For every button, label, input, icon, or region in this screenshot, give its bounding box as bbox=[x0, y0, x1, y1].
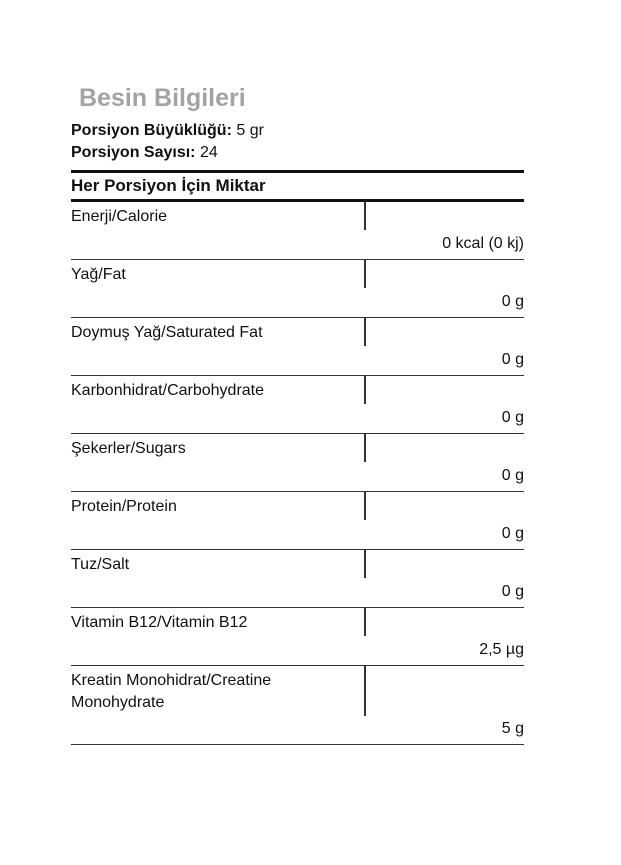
nutrient-row-fat bbox=[71, 260, 524, 318]
column-divider bbox=[364, 608, 366, 636]
nutrient-value: 2,5 µg bbox=[479, 641, 524, 658]
column-divider bbox=[364, 550, 366, 578]
nutrient-row-sugars bbox=[71, 434, 524, 492]
page-title: Besin Bilgileri bbox=[79, 84, 246, 112]
nutrient-name: Kreatin Monohidrat/Creatine Monohydrate bbox=[71, 672, 272, 711]
nutrient-table bbox=[71, 202, 524, 745]
nutrient-row-energy bbox=[71, 202, 524, 260]
serving-size-line bbox=[71, 120, 524, 142]
nutrient-row-carbohydrate bbox=[71, 376, 524, 434]
nutrient-name: Enerji/Calorie bbox=[71, 208, 168, 225]
column-divider bbox=[364, 318, 366, 346]
column-divider bbox=[364, 376, 366, 404]
nutrient-value: 0 g bbox=[501, 467, 524, 484]
serving-size-value: 5 gr bbox=[236, 122, 264, 139]
column-divider bbox=[364, 202, 366, 230]
nutrient-value: 0 g bbox=[501, 583, 524, 600]
nutrient-row-creatine bbox=[71, 666, 524, 745]
nutrient-name: Şekerler/Sugars bbox=[71, 440, 186, 457]
servings-count-value: 24 bbox=[199, 144, 218, 161]
servings-count-label: Porsiyon Sayısı: bbox=[71, 144, 196, 161]
nutrient-value: 0 g bbox=[501, 525, 524, 542]
servings-count-line bbox=[71, 142, 524, 164]
nutrient-row-vitamin-b12 bbox=[71, 608, 524, 666]
nutrient-row-saturated-fat bbox=[71, 318, 524, 376]
amount-per-serving-header: Her Porsiyon İçin Miktar bbox=[71, 173, 524, 202]
nutrient-name: Tuz/Salt bbox=[71, 556, 130, 573]
column-divider bbox=[364, 492, 366, 520]
nutrient-name: Yağ/Fat bbox=[71, 266, 126, 283]
nutrient-value: 0 g bbox=[501, 409, 524, 426]
nutrient-value: 0 g bbox=[501, 351, 524, 368]
nutrient-name: Protein/Protein bbox=[71, 498, 177, 515]
column-divider bbox=[364, 666, 366, 716]
nutrient-name: Vitamin B12/Vitamin B12 bbox=[71, 614, 248, 631]
nutrient-value: 0 kcal (0 kj) bbox=[442, 235, 524, 252]
column-divider bbox=[364, 260, 366, 288]
nutrient-value: 5 g bbox=[501, 720, 524, 737]
nutrient-row-protein bbox=[71, 492, 524, 550]
nutrition-facts-panel bbox=[71, 80, 524, 745]
nutrient-row-salt bbox=[71, 550, 524, 608]
column-divider bbox=[364, 434, 366, 462]
nutrient-name: Doymuş Yağ/Saturated Fat bbox=[71, 324, 263, 341]
nutrient-value: 0 g bbox=[501, 293, 524, 310]
nutrient-name: Karbonhidrat/Carbohydrate bbox=[71, 382, 265, 399]
serving-size-label: Porsiyon Büyüklüğü: bbox=[71, 122, 232, 139]
